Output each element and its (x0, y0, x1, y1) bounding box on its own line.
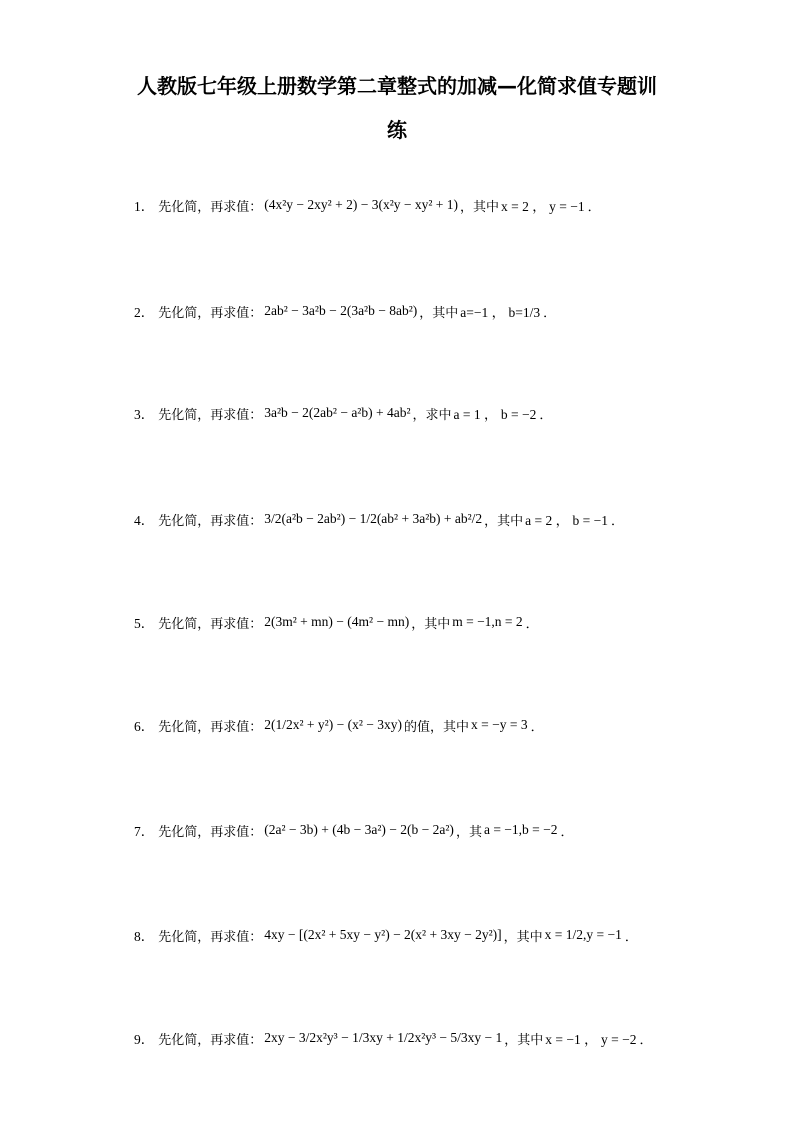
problem-condition: a=−1 ， b=1/3 (460, 305, 541, 320)
page-title-line2: 练 (387, 118, 407, 142)
problem-instruction: 先化简，再求值： (158, 719, 263, 735)
problem-connector: ，其 (455, 824, 482, 840)
problem-condition: a = 1 ， b = −2 (453, 407, 537, 422)
problem-connector: ，其中 (503, 929, 543, 945)
problem-period: ． (587, 199, 601, 215)
problem-expression: 2(3m² + mn) − (4m² − mn) (264, 614, 410, 629)
problem-5 (134, 592, 754, 652)
problem-expression: 2(1/2x² + y²) − (x² − 3xy) (264, 717, 402, 732)
problem-period: ． (624, 929, 638, 945)
problem-3 (134, 383, 754, 443)
problem-period: ． (543, 305, 557, 321)
problem-instruction: 先化简，再求值： (158, 305, 263, 321)
problem-1 (134, 175, 754, 235)
problem-condition: x = 1/2,y = −1 (544, 927, 622, 942)
problem-9 (134, 1008, 754, 1068)
problem-period: ． (530, 719, 544, 735)
problem-number: 3． (134, 407, 155, 422)
problem-period: ． (525, 616, 539, 632)
problem-period: ． (539, 407, 553, 423)
problem-instruction: 先化简，再求值： (158, 616, 263, 632)
problem-number: 2． (134, 305, 155, 320)
problem-6 (134, 695, 754, 755)
problem-period: ． (639, 1032, 653, 1048)
problem-connector: ，其中 (460, 199, 500, 215)
problem-instruction: 先化简，再求值： (158, 1032, 263, 1048)
problem-8 (134, 905, 754, 965)
problem-connector: 的值，其中 (403, 719, 469, 735)
problem-number: 5． (134, 616, 155, 631)
problem-4 (134, 489, 754, 549)
problem-expression: 3/2(a²b − 2ab²) − 1/2(ab² + 3a²b) + ab²/2 (264, 511, 483, 526)
problem-connector: ，其中 (504, 1032, 544, 1048)
problem-condition: x = 2 ， y = −1 (501, 199, 585, 214)
problem-number: 6． (134, 719, 155, 734)
problem-instruction: 先化简，再求值： (158, 513, 263, 529)
problem-number: 4． (134, 513, 155, 528)
problem-2 (134, 281, 754, 341)
problem-connector: ，其中 (419, 305, 459, 321)
problem-number: 9． (134, 1032, 155, 1047)
page-title-line1: 人教版七年级上册数学第二章整式的加减—化简求值专题训 (137, 74, 657, 98)
problem-expression: 2ab² − 3a²b − 2(3a²b − 8ab²) (264, 303, 418, 318)
problem-condition: a = 2 ， b = −1 (525, 513, 609, 528)
problem-instruction: 先化简，再求值： (158, 199, 263, 215)
problem-number: 8． (134, 929, 155, 944)
problem-period: ． (611, 513, 625, 529)
problem-instruction: 先化简，再求值： (158, 929, 263, 945)
problem-expression: 2xy − 3/2x²y³ − 1/3xy + 1/2x²y³ − 5/3xy − 1 (264, 1030, 503, 1045)
problem-number: 1． (134, 199, 155, 214)
problem-condition: a = −1,b = −2 (483, 822, 558, 837)
problem-condition: x = −1 ， y = −2 (545, 1032, 637, 1047)
problem-condition: x = −y = 3 (471, 717, 528, 732)
problem-connector: ，求中 (412, 407, 452, 423)
problem-expression: (4x²y − 2xy² + 2) − 3(x²y − xy² + 1) (264, 197, 459, 212)
problem-instruction: 先化简，再求值： (158, 407, 263, 423)
problem-number: 7． (134, 824, 155, 839)
problem-period: ． (560, 824, 574, 840)
problem-expression: (2a² − 3b) + (4b − 3a²) − 2(b − 2a²) (264, 822, 454, 837)
problem-7 (134, 800, 754, 860)
problem-expression: 4xy − [(2x² + 5xy − y²) − 2(x² + 3xy − 2y²)] (264, 927, 502, 942)
problem-connector: ，其中 (411, 616, 451, 632)
problem-expression: 3a²b − 2(2ab² − a²b) + 4ab² (264, 405, 411, 420)
problem-connector: ，其中 (484, 513, 524, 529)
problem-instruction: 先化简，再求值： (158, 824, 263, 840)
problem-condition: m = −1,n = 2 (452, 614, 523, 629)
